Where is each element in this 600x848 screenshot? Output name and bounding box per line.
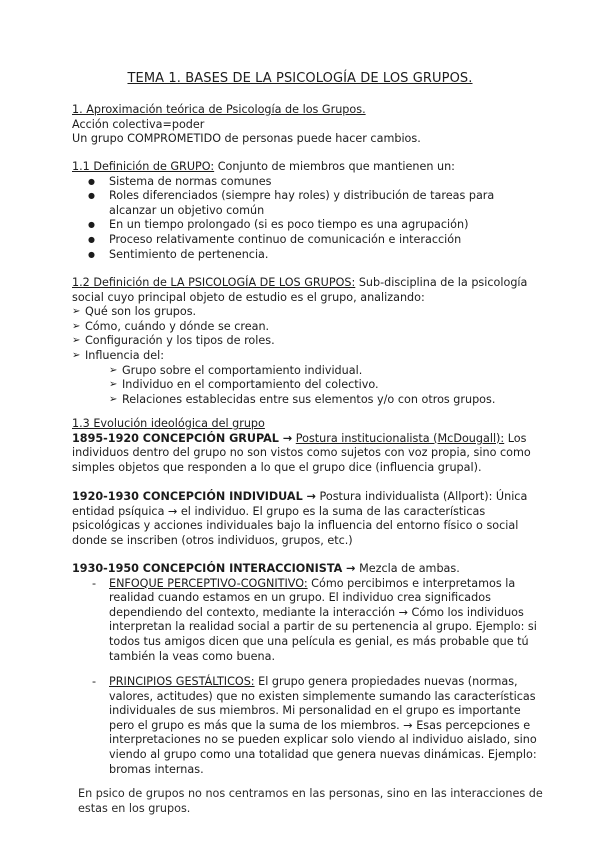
group-definition-list: [72, 175, 538, 263]
section-1-2-heading: 1.2 Definición de LA PSICOLOGÍA DE LOS GRUPOS:: [72, 276, 356, 289]
period-grupal-posture: Postura institucionalista (McDougall):: [295, 431, 505, 445]
psychology-groups-list: [72, 305, 538, 363]
footer-note: En psico de grupos no nos centramos en las personas, sino en las interacciones de estas en los grupos.: [78, 787, 543, 815]
section-1-1: [72, 160, 538, 262]
section-1-2-intro: Sub-disciplina de la psicología social cuyo principal objeto de estudio es el grupo, analizando:: [72, 276, 528, 304]
period-grupal-text: Los individuos dentro del grupo no son vistos como sujetos con voz propia, sino como simples objetos que responden a lo que el grupo dice (influencia grupal).: [72, 431, 531, 474]
list-item: ● Proceso relativamente continuo de comunicación e interacción: [72, 233, 538, 248]
period-individual-text: Postura individualista (Allport): Única entidad psíquica → el individuo. El grupo es la suma de las características psicológicas y acciones individuales bajo la influencia del entorno físico o social donde se inscriben (otros individuos, grupos, etc.): [72, 490, 528, 547]
dash-item-perceptivo: [72, 577, 538, 665]
perceptivo-heading: ENFOQUE PERCEPTIVO-COGNITIVO:: [109, 576, 308, 590]
list-item: ➢ Cómo, cuándo y dónde se crean.: [72, 320, 538, 335]
section-1-1-intro-line: [72, 160, 538, 175]
section-1-2-intro-line: [72, 276, 538, 305]
section-1-line-2: Un grupo COMPROMETIDO de personas puede hacer cambios.: [72, 132, 421, 146]
section-1-heading: 1. Aproximación teórica de Psicología de los Grupos.: [72, 103, 366, 116]
page-title: TEMA 1. BASES DE LA PSICOLOGÍA DE LOS GRUPOS.: [127, 71, 473, 86]
list-item: ● Sistema de normas comunes: [72, 175, 538, 190]
perceptivo-text: Cómo percibimos e interpretamos la realidad cuando estamos en un grupo. El individuo crea significados dependiendo del contexto, mediante la interacción → Cómo los individuos interpretan la realidad social a partir de su pertenencia al grupo. Ejemplo: si todos tus amigos dicen que una película es genial, es más probable que tú también la veas como buena.: [109, 576, 537, 663]
list-item: ● Sentimiento de pertenencia.: [72, 248, 538, 263]
list-item: ● Roles diferenciados (siempre hay roles) y distribución de tareas para alcanzar un objetivo común: [72, 189, 538, 218]
list-item: ➢ Configuración y los tipos de roles.: [72, 334, 538, 349]
section-1-1-heading: 1.1 Definición de GRUPO:: [72, 160, 215, 173]
list-item: ➢ Grupo sobre el comportamiento individual.: [72, 364, 538, 379]
period-interaccionista-text: Mezcla de ambas.: [355, 562, 460, 575]
period-grupal-label: 1895-1920 CONCEPCIÓN GRUPAL →: [72, 431, 293, 445]
list-item: ➢ Individuo en el comportamiento del colectivo.: [72, 378, 538, 393]
list-item: ➢ Qué son los grupos.: [72, 305, 538, 320]
list-item: ➢ Influencia del:: [72, 349, 538, 364]
section-1-3-heading: 1.3 Evolución ideológica del grupo: [72, 417, 265, 430]
dash-item-gestalticos: [72, 675, 538, 777]
section-1-line-1: Acción colectiva=poder: [72, 117, 205, 131]
section-1-3: [72, 417, 538, 475]
period-grupal: [72, 432, 538, 476]
period-interaccionista-label: 1930-1950 CONCEPCIÓN INTERACCIONISTA →: [72, 562, 356, 575]
section-1: [72, 103, 538, 147]
section-1-2: [72, 276, 538, 407]
period-individual-label: 1920-1930 CONCEPCIÓN INDIVIDUAL →: [72, 490, 316, 503]
gestalticos-heading: PRINCIPIOS GESTÁLTICOS:: [109, 675, 255, 688]
gestalticos-text: El grupo genera propiedades nuevas (normas, valores, actitudes) que no existen simplemente sumando las características individuales de sus miembros. Mi personalidad en el grupo es importante pero el grupo es más que la suma de los miembros. → Esas percepciones e interpretaciones no se pueden explicar solo viendo al individuo aislado, sino viendo al grupo como una totalidad que genera nuevas dinámicas. Ejemplo: bromas internas.: [109, 675, 537, 776]
period-individual: [72, 490, 538, 548]
list-item: ➢ Relaciones establecidas entre sus elementos y/o con otros grupos.: [72, 393, 538, 408]
list-item: ● En un tiempo prolongado (si es poco tiempo es una agrupación): [72, 218, 538, 233]
period-interaccionista: [72, 562, 538, 664]
influence-sublist: [72, 364, 538, 408]
section-1-1-intro: Conjunto de miembros que mantienen un:: [214, 160, 455, 173]
